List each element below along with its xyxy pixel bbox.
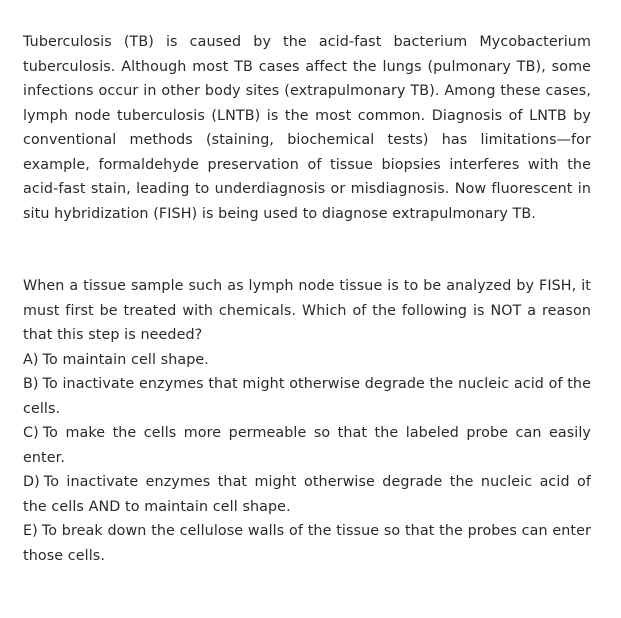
option-letter: A) xyxy=(23,351,39,368)
option-text: To make the cells more permeable so that the labeled probe can easily enter. xyxy=(23,425,591,466)
question-stem: When a tissue sample such as lymph node tissue is to be analyzed by FISH, it must first be treated with chemicals. Which of the following is NOT a reason that this step is needed? xyxy=(23,278,591,343)
option-text: To maintain cell shape. xyxy=(42,351,209,368)
option-letter: B) xyxy=(23,376,39,392)
answer-option-a[interactable] xyxy=(23,348,591,373)
option-letter: E) xyxy=(23,523,38,539)
document-page xyxy=(23,30,591,568)
answer-option-e[interactable] xyxy=(23,519,591,568)
option-text: To inactivate enzymes that might otherwise degrade the nucleic acid of the cells AND to maintain cell shape. xyxy=(23,474,591,515)
answer-option-d[interactable] xyxy=(23,470,591,519)
answer-option-c[interactable] xyxy=(23,421,591,470)
option-text: To break down the cellulose walls of the tissue so that the probes can enter those cells. xyxy=(23,523,591,564)
option-text: To inactivate enzymes that might otherwise degrade the nucleic acid of the cells. xyxy=(23,376,591,417)
passage-text: Tuberculosis (TB) is caused by the acid-fast bacterium Mycobacterium tuberculosis. Although most TB cases affect the lungs (pulmonary TB), some infections occur in other body sites (extrapulmonary TB). Among these cases, lymph node tuberculosis (LNTB) is the most common. Diagnosis of LNTB by conventional methods (staining, biochemical tests) has limitations—for example, formaldehyde preservation of tissue biopsies interferes with the acid-fast stain, leading to underdiagnosis or misdiagnosis. Now fluorescent in situ hybridization (FISH) is being used to diagnose extrapulmonary TB. xyxy=(23,34,591,222)
option-letter: D) xyxy=(23,474,40,490)
option-letter: C) xyxy=(23,425,39,441)
answer-option-b[interactable] xyxy=(23,372,591,421)
answer-options xyxy=(23,348,591,569)
question-block xyxy=(23,274,591,568)
